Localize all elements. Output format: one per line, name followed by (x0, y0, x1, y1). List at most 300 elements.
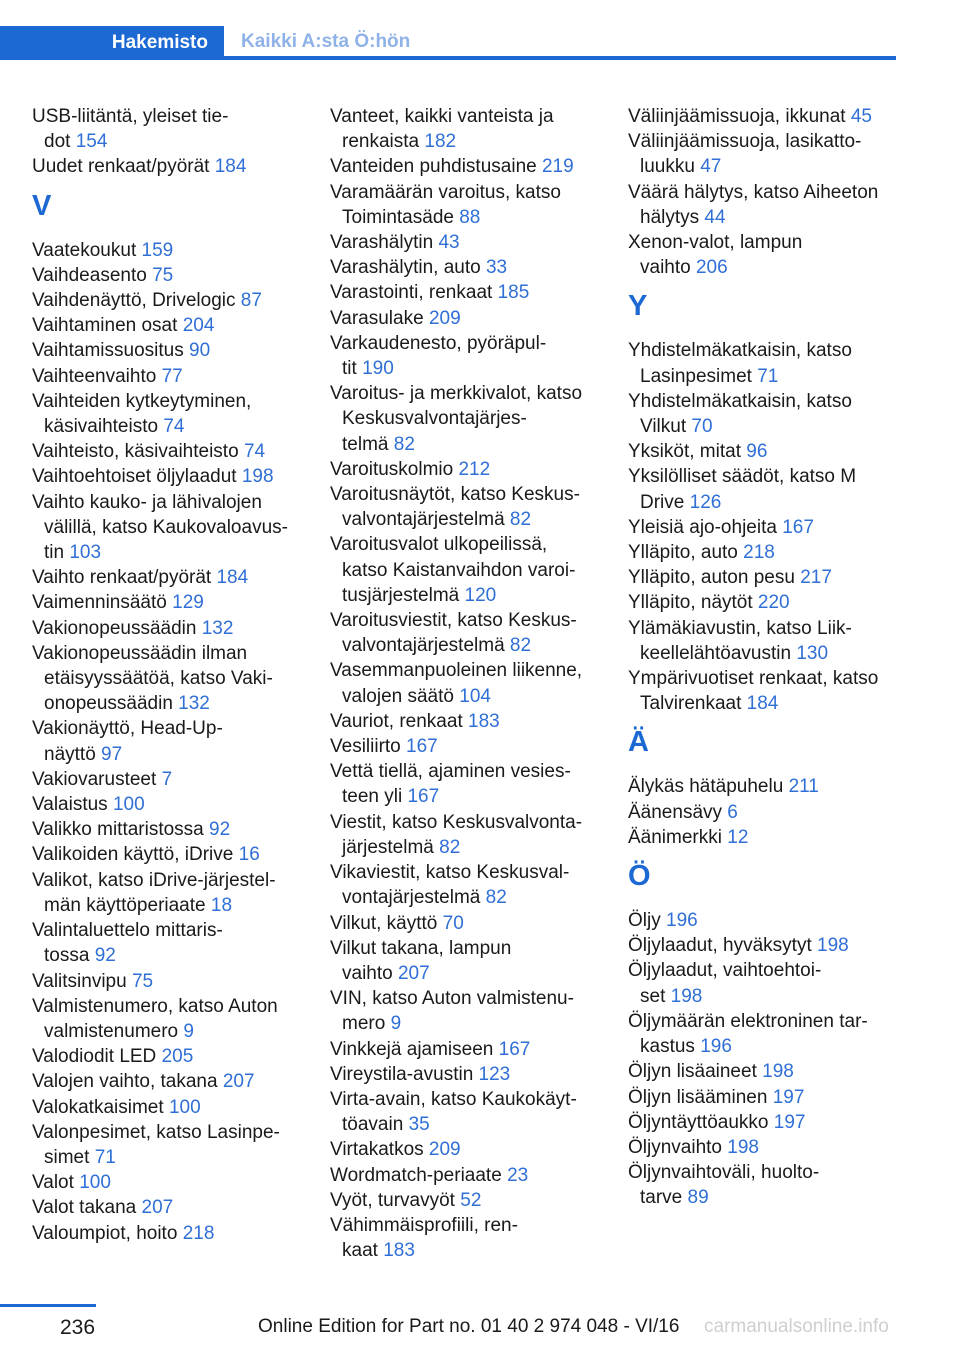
index-entry (32, 1195, 322, 1220)
page-reference-link[interactable]: 167 (406, 736, 438, 758)
page-reference-link[interactable]: 9 (390, 1013, 402, 1035)
index-entry (628, 389, 918, 439)
entry-text: Lasinpesimet (640, 365, 752, 387)
index-entry (330, 1137, 620, 1162)
index-entry (32, 238, 322, 263)
entry-text: katso Kaistanvaihdon varoi- (342, 559, 576, 581)
entry-text: Vinkkejä ajamiseen (330, 1038, 494, 1060)
entry-text: onopeussäädin (44, 693, 173, 715)
index-entry (330, 1087, 620, 1137)
entry-text: Yhdistelmäkatkaisin, katso (628, 340, 852, 362)
index-entry (32, 263, 322, 288)
entry-text: Varastointi, renkaat (330, 282, 493, 304)
index-entry (32, 565, 322, 590)
entry-text: Öljy (628, 910, 661, 932)
entry-text: Varkaudenesto, pyöräpul- (330, 332, 547, 354)
index-entry (32, 918, 322, 968)
entry-text: Vilkut (640, 416, 687, 438)
entry-text: Vaihdenäyttö, Drivelogic (32, 290, 236, 312)
page-reference-link[interactable]: 97 (101, 743, 123, 765)
page-reference-link[interactable]: 197 (772, 1086, 805, 1108)
index-entry (628, 908, 918, 933)
page-reference-link[interactable]: 100 (112, 794, 145, 816)
entry-text: Varamäärän varoitus, katso (330, 181, 561, 203)
index-entry (330, 608, 620, 658)
index-entry (32, 616, 322, 641)
watermark: carmanualsonline.info (704, 1316, 889, 1337)
entry-text: Väliinjäämissuoja, ikkunat (628, 106, 846, 127)
entry-text: näyttö (44, 743, 96, 765)
index-entry (32, 767, 322, 792)
page-reference-link[interactable]: 190 (362, 358, 394, 380)
index-entry (330, 532, 620, 608)
index-entry (330, 860, 620, 910)
page-reference-link[interactable]: 154 (75, 131, 108, 153)
page-reference-link[interactable]: 71 (757, 365, 779, 387)
entry-text: Vaihteisto, käsivaihteisto (32, 441, 239, 463)
entry-text: vontajärjestelmä (342, 887, 481, 909)
page-reference-link[interactable]: 196 (666, 910, 698, 932)
index-entry (330, 759, 620, 809)
entry-text: USB-liitäntä, yleiset tie- (32, 106, 229, 127)
index-entry (330, 255, 620, 280)
entry-text: Vakionopeussäädin (32, 617, 197, 639)
page-reference-link[interactable]: 167 (498, 1038, 531, 1060)
index-entry (628, 565, 918, 590)
entry-text: Äänimerkki (628, 826, 722, 848)
entry-text: Öljynvaihtoväli, huolto- (628, 1162, 820, 1184)
page-reference-link[interactable]: 129 (172, 592, 204, 614)
entry-text: kastus (640, 1036, 695, 1058)
index-entry (628, 439, 918, 464)
entry-text: Vaihtoehtoiset öljylaadut (32, 466, 237, 488)
index-entry (330, 810, 620, 860)
entry-text: renkaista (342, 131, 420, 153)
entry-text: hälytys (640, 206, 700, 228)
page-reference-link[interactable]: 103 (69, 542, 102, 564)
page-reference-link[interactable]: 33 (485, 257, 508, 279)
entry-text: Vaihto renkaat/pyörät (32, 567, 212, 589)
page-reference-link[interactable]: 82 (439, 836, 461, 858)
entry-text: Valikoiden käyttö, iDrive (32, 844, 234, 866)
index-entry (628, 933, 918, 958)
index-entry (32, 868, 322, 918)
entry-text: Valodiodit LED (32, 1046, 157, 1068)
entry-text: Vaimenninsäätö (32, 592, 167, 614)
entry-text: Varoitus- ja merkkivalot, katso (330, 383, 583, 405)
index-entry (330, 709, 620, 734)
entry-text: Valikko mittaristossa (32, 819, 204, 841)
entry-text: Varoitusvalot ulkopeilissä, (330, 534, 548, 556)
entry-text: Vauriot, renkaat (330, 710, 463, 732)
page-reference-link[interactable]: 88 (459, 206, 481, 228)
page-number: 236 (60, 1316, 96, 1339)
entry-text: dot (44, 131, 71, 153)
page-reference-link[interactable]: 183 (383, 1240, 415, 1262)
page-reference-link[interactable]: 52 (460, 1189, 482, 1211)
index-entry (330, 381, 620, 457)
page-reference-link[interactable]: 212 (458, 458, 491, 480)
index-entry (628, 800, 918, 825)
entry-text: Vasemmanpuoleinen liikenne, (330, 660, 583, 682)
page-reference-link[interactable]: 198 (817, 935, 849, 957)
index-entry (330, 734, 620, 759)
entry-text: Xenon-valot, lampun (628, 232, 803, 254)
entry-text: Vaihtaminen osat (32, 315, 178, 337)
entry-text: Valokatkaisimet (32, 1096, 164, 1118)
entry-text: tarve (640, 1187, 683, 1209)
index-entry (32, 1170, 322, 1195)
page-reference-link[interactable]: 126 (689, 491, 722, 513)
entry-text: Varoitusviestit, katso Keskus- (330, 610, 577, 632)
entry-text: Öljylaadut, vaihtoehtoi- (628, 960, 822, 982)
page-reference-link[interactable]: 217 (800, 567, 832, 589)
page-reference-link[interactable]: 196 (700, 1036, 732, 1058)
entry-text: tin (44, 542, 65, 564)
entry-text: Vakiovarusteet (32, 768, 157, 790)
page-reference-link[interactable]: 7 (161, 768, 173, 790)
entry-text: Vyöt, turvavyöt (330, 1189, 455, 1211)
entry-text: keellelähtöavustin (640, 642, 792, 664)
index-entry (32, 1221, 322, 1246)
page-reference-link[interactable]: 197 (773, 1111, 806, 1133)
entry-text: Virta-avain, katso Kaukokäyt- (330, 1088, 577, 1110)
page-reference-link[interactable]: 205 (161, 1046, 194, 1068)
page-reference-link[interactable]: 132 (201, 617, 234, 639)
index-entry (628, 1009, 918, 1059)
entry-text: käsivaihteisto (44, 416, 159, 438)
index-entry (330, 104, 620, 154)
entry-text: etäisyyssäätöä, katso Vaki- (44, 668, 273, 690)
page-reference-link[interactable]: 167 (407, 786, 440, 808)
index-entry (32, 1044, 322, 1069)
page-reference-link[interactable]: 96 (746, 441, 768, 463)
index-entry (330, 1062, 620, 1087)
index-entry (32, 104, 322, 154)
tab-index[interactable]: Hakemisto (0, 26, 224, 60)
index-entry (628, 1160, 918, 1210)
entry-text: Öljylaadut, hyväksytyt (628, 935, 812, 957)
entry-text: Vilkut, käyttö (330, 912, 438, 934)
page-reference-link[interactable]: 123 (478, 1063, 511, 1085)
page-reference-link[interactable]: 130 (796, 642, 829, 664)
entry-text: telmä (342, 433, 389, 455)
index-entry (628, 540, 918, 565)
page-reference-link[interactable]: 82 (393, 433, 415, 455)
index-entry (330, 331, 620, 381)
entry-text: Vilkut takana, lampun (330, 937, 512, 959)
page-reference-link[interactable]: 12 (727, 826, 749, 848)
entry-text: Varashälytin (330, 232, 434, 254)
entry-text: Talvirenkaat (640, 693, 742, 715)
page-reference-link[interactable]: 9 (183, 1020, 194, 1042)
entry-text: Varoituskolmio (330, 458, 454, 480)
index-entry (330, 1213, 620, 1263)
index-entry (32, 817, 322, 842)
entry-text: Wordmatch-periaate (330, 1164, 502, 1186)
entry-text: valmistenumero (44, 1020, 179, 1042)
page-reference-link[interactable]: 104 (459, 685, 491, 707)
page-reference-link[interactable]: 45 (850, 106, 872, 127)
entry-text: Vanteiden puhdistusaine (330, 156, 537, 178)
page-reference-link[interactable]: 43 (438, 232, 460, 254)
entry-text: Ympärivuotiset renkaat, katso (628, 668, 879, 690)
entry-text: Yksiköt, mitat (628, 441, 741, 463)
index-column-2 (330, 104, 620, 1263)
page-reference-link[interactable]: 74 (163, 416, 185, 438)
index-entry (32, 490, 322, 566)
page-reference-link[interactable]: 16 (238, 844, 260, 866)
index-entry (32, 389, 322, 439)
entry-text: simet (44, 1146, 90, 1168)
page-reference-link[interactable]: 75 (152, 264, 174, 286)
entry-text: män käyttöperiaate (44, 894, 206, 916)
entry-text: vaihto (342, 962, 393, 984)
entry-text: VIN, katso Auton valmistenu- (330, 988, 574, 1010)
entry-text: Väärä hälytys, katso Aiheeton (628, 181, 879, 203)
index-entry (628, 666, 918, 716)
section-letter: Y (628, 290, 648, 323)
page-reference-link[interactable]: 184 (216, 567, 249, 589)
index-entry (330, 911, 620, 936)
page-reference-link[interactable]: 87 (240, 290, 262, 312)
page-reference-link[interactable]: 44 (704, 206, 726, 228)
entry-text: Uudet renkaat/pyörät (32, 156, 210, 178)
index-entry (628, 616, 918, 666)
index-entry (32, 439, 322, 464)
index-entry (32, 338, 322, 363)
index-entry (330, 1188, 620, 1213)
page-reference-link[interactable]: 206 (695, 257, 728, 279)
index-entry (32, 288, 322, 313)
page-reference-link[interactable]: 74 (243, 441, 266, 463)
footer-divider (0, 1304, 96, 1307)
page-reference-link[interactable]: 35 (408, 1114, 430, 1136)
page-reference-link[interactable]: 159 (141, 239, 174, 261)
page-reference-link[interactable]: 198 (670, 985, 703, 1007)
entry-text: Valoumpiot, hoito (32, 1222, 178, 1244)
index-entry (32, 641, 322, 717)
index-entry (628, 104, 918, 129)
entry-text: tossa (44, 945, 90, 967)
entry-text: Valonpesimet, katso Lasinpe- (32, 1121, 280, 1143)
page-reference-link[interactable]: 207 (222, 1071, 255, 1093)
index-entry (330, 230, 620, 255)
index-entry (330, 1163, 620, 1188)
page-reference-link[interactable]: 198 (241, 466, 274, 488)
entry-text: Valintaluettelo mittaris- (32, 920, 223, 942)
entry-text: Öljymäärän elektroninen tar- (628, 1010, 868, 1032)
index-entry (628, 774, 918, 799)
page-reference-link[interactable]: 70 (442, 912, 464, 934)
page-reference-link[interactable]: 132 (178, 693, 210, 715)
entry-text: Vaatekoukut (32, 239, 137, 261)
page-reference-link[interactable]: 183 (468, 710, 500, 732)
index-entry (330, 154, 620, 179)
entry-text: Keskusvalvontajärjes- (342, 408, 527, 430)
entry-text: Vaihto kauko- ja lähivalojen (32, 491, 262, 513)
section-letter: Ö (628, 860, 651, 893)
page-reference-link[interactable]: 184 (746, 693, 779, 715)
index-entry (330, 658, 620, 708)
page-reference-link[interactable]: 100 (79, 1172, 111, 1194)
tab-a-to-z[interactable]: Kaikki A:sta Ö:hön (224, 26, 896, 60)
index-column-3 (628, 104, 918, 1211)
page-reference-link[interactable]: 82 (485, 887, 507, 909)
page-reference-link[interactable]: 198 (762, 1061, 794, 1083)
entry-text: mero (342, 1013, 386, 1035)
entry-text: Yhdistelmäkatkaisin, katso (628, 390, 852, 412)
entry-text: set (640, 985, 666, 1007)
entry-text: Drive (640, 491, 685, 513)
page-reference-link[interactable]: 218 (182, 1222, 215, 1244)
index-entry (330, 306, 620, 331)
page-reference-link[interactable]: 207 (141, 1197, 174, 1219)
page-reference-link[interactable]: 90 (189, 340, 211, 362)
entry-text: Varoitusnäytöt, katso Keskus- (330, 484, 580, 506)
entry-text: tit (342, 358, 357, 380)
index-entry (330, 1037, 620, 1062)
entry-text: kaat (342, 1240, 378, 1262)
page-reference-link[interactable]: 70 (691, 416, 713, 438)
entry-text: töavain (342, 1114, 404, 1136)
index-entry (628, 1135, 918, 1160)
entry-text: valojen säätö (342, 685, 454, 707)
index-entry (330, 936, 620, 986)
header-bar (0, 26, 896, 60)
index-entry (32, 716, 322, 766)
entry-text: Varasulake (330, 307, 424, 329)
entry-text: Vakionopeussäädin ilman (32, 642, 248, 664)
index-entry (32, 792, 322, 817)
section-letter: Ä (628, 726, 649, 759)
entry-text: Vikaviestit, katso Keskusval- (330, 862, 570, 884)
page-reference-link[interactable]: 167 (782, 516, 814, 538)
page-reference-link[interactable]: 184 (214, 156, 247, 178)
entry-text: valvontajärjestelmä (342, 509, 505, 531)
entry-text: Vähimmäisprofiili, ren- (330, 1214, 518, 1236)
entry-text: Öljyn lisäaineet (628, 1061, 757, 1083)
page-reference-link[interactable]: 182 (424, 131, 457, 153)
entry-text: Valikot, katso iDrive-järjestel- (32, 869, 276, 891)
entry-text: teen yli (342, 786, 403, 808)
page-reference-link[interactable]: 18 (210, 894, 233, 916)
index-entry (628, 464, 918, 514)
index-entry (330, 457, 620, 482)
page-reference-link[interactable]: 92 (94, 945, 116, 967)
entry-text: Valaistus (32, 794, 108, 816)
index-entry (330, 280, 620, 305)
entry-text: Ylämäkiavustin, katso Liik- (628, 617, 852, 639)
index-entry (330, 180, 620, 230)
page-reference-link[interactable]: 211 (788, 776, 819, 798)
index-entry (32, 590, 322, 615)
page-reference-link[interactable]: 207 (397, 962, 430, 984)
index-entry (628, 1085, 918, 1110)
page-reference-link[interactable]: 82 (509, 509, 532, 531)
entry-text: Valmistenumero, katso Auton (32, 995, 278, 1017)
entry-text: Ylläpito, auton pesu (628, 567, 795, 589)
entry-text: Yleisiä ajo-ohjeita (628, 516, 777, 538)
entry-text: Vaihteenvaihto (32, 365, 157, 387)
page-reference-link[interactable]: 71 (94, 1146, 116, 1168)
page-reference-link[interactable]: 209 (428, 1139, 461, 1161)
entry-text: Virtakatkos (330, 1139, 424, 1161)
page-reference-link[interactable]: 185 (497, 282, 530, 304)
index-entry (32, 464, 322, 489)
page-reference-link[interactable]: 82 (509, 635, 532, 657)
index-entry (628, 1059, 918, 1084)
entry-text: vaihto (640, 257, 691, 279)
entry-text: Vaihtamissuositus (32, 340, 184, 362)
entry-text: Valot takana (32, 1197, 137, 1219)
entry-text: Vaihdeasento (32, 264, 147, 286)
index-entry (32, 1120, 322, 1170)
page-reference-link[interactable]: 75 (131, 970, 154, 992)
entry-text: tusjärjestelmä (342, 584, 460, 606)
index-entry (628, 129, 918, 179)
page-reference-link[interactable]: 92 (209, 819, 231, 841)
index-entry (32, 364, 322, 389)
index-entry (628, 590, 918, 615)
page-reference-link[interactable]: 209 (428, 307, 461, 329)
page-reference-link[interactable]: 47 (700, 156, 722, 178)
entry-text: Valot (32, 1172, 74, 1194)
page-reference-link[interactable]: 218 (743, 542, 775, 564)
index-entry (628, 180, 918, 230)
entry-text: Toimintasäde (342, 206, 454, 228)
entry-text: Valitsinvipu (32, 970, 127, 992)
entry-text: Ylläpito, auto (628, 542, 738, 564)
index-entry (32, 994, 322, 1044)
index-entry (628, 958, 918, 1008)
index-entry (32, 313, 322, 338)
page-reference-link[interactable]: 204 (182, 315, 215, 337)
page-reference-link[interactable]: 198 (727, 1136, 759, 1158)
page-reference-link[interactable]: 23 (507, 1164, 529, 1186)
entry-text: Yksilölliset säädöt, katso M (628, 466, 857, 488)
entry-text: Ylläpito, näytöt (628, 592, 753, 614)
index-entry (330, 482, 620, 532)
page-reference-link[interactable]: 100 (168, 1096, 201, 1118)
entry-text: Vaihteiden kytkeytyminen, (32, 390, 252, 412)
index-entry (628, 338, 918, 388)
section-letter: V (32, 189, 52, 222)
entry-text: Älykäs hätäpuhelu (628, 776, 784, 798)
index-entry (628, 515, 918, 540)
page-reference-link[interactable]: 220 (757, 592, 790, 614)
entry-text: Valojen vaihto, takana (32, 1071, 218, 1093)
index-entry (628, 825, 918, 850)
page-reference-link[interactable]: 6 (727, 801, 738, 823)
page-reference-link[interactable]: 219 (541, 156, 574, 178)
entry-text: Vesiliirto (330, 736, 401, 758)
index-entry (32, 842, 322, 867)
index-column-1 (32, 104, 322, 1246)
page-reference-link[interactable]: 120 (464, 584, 497, 606)
index-entry (628, 230, 918, 280)
entry-text: järjestelmä (342, 836, 434, 858)
entry-text: Vanteet, kaikki vanteista ja (330, 106, 554, 127)
entry-text: Vakionäyttö, Head-Up- (32, 718, 223, 740)
page-reference-link[interactable]: 89 (687, 1187, 709, 1209)
index-entry (32, 1069, 322, 1094)
page-reference-link[interactable]: 77 (161, 365, 183, 387)
entry-text: Väliinjäämissuoja, lasikatto- (628, 131, 862, 153)
index-entry (330, 986, 620, 1036)
entry-text: valvontajärjestelmä (342, 635, 505, 657)
index-entry (32, 1095, 322, 1120)
